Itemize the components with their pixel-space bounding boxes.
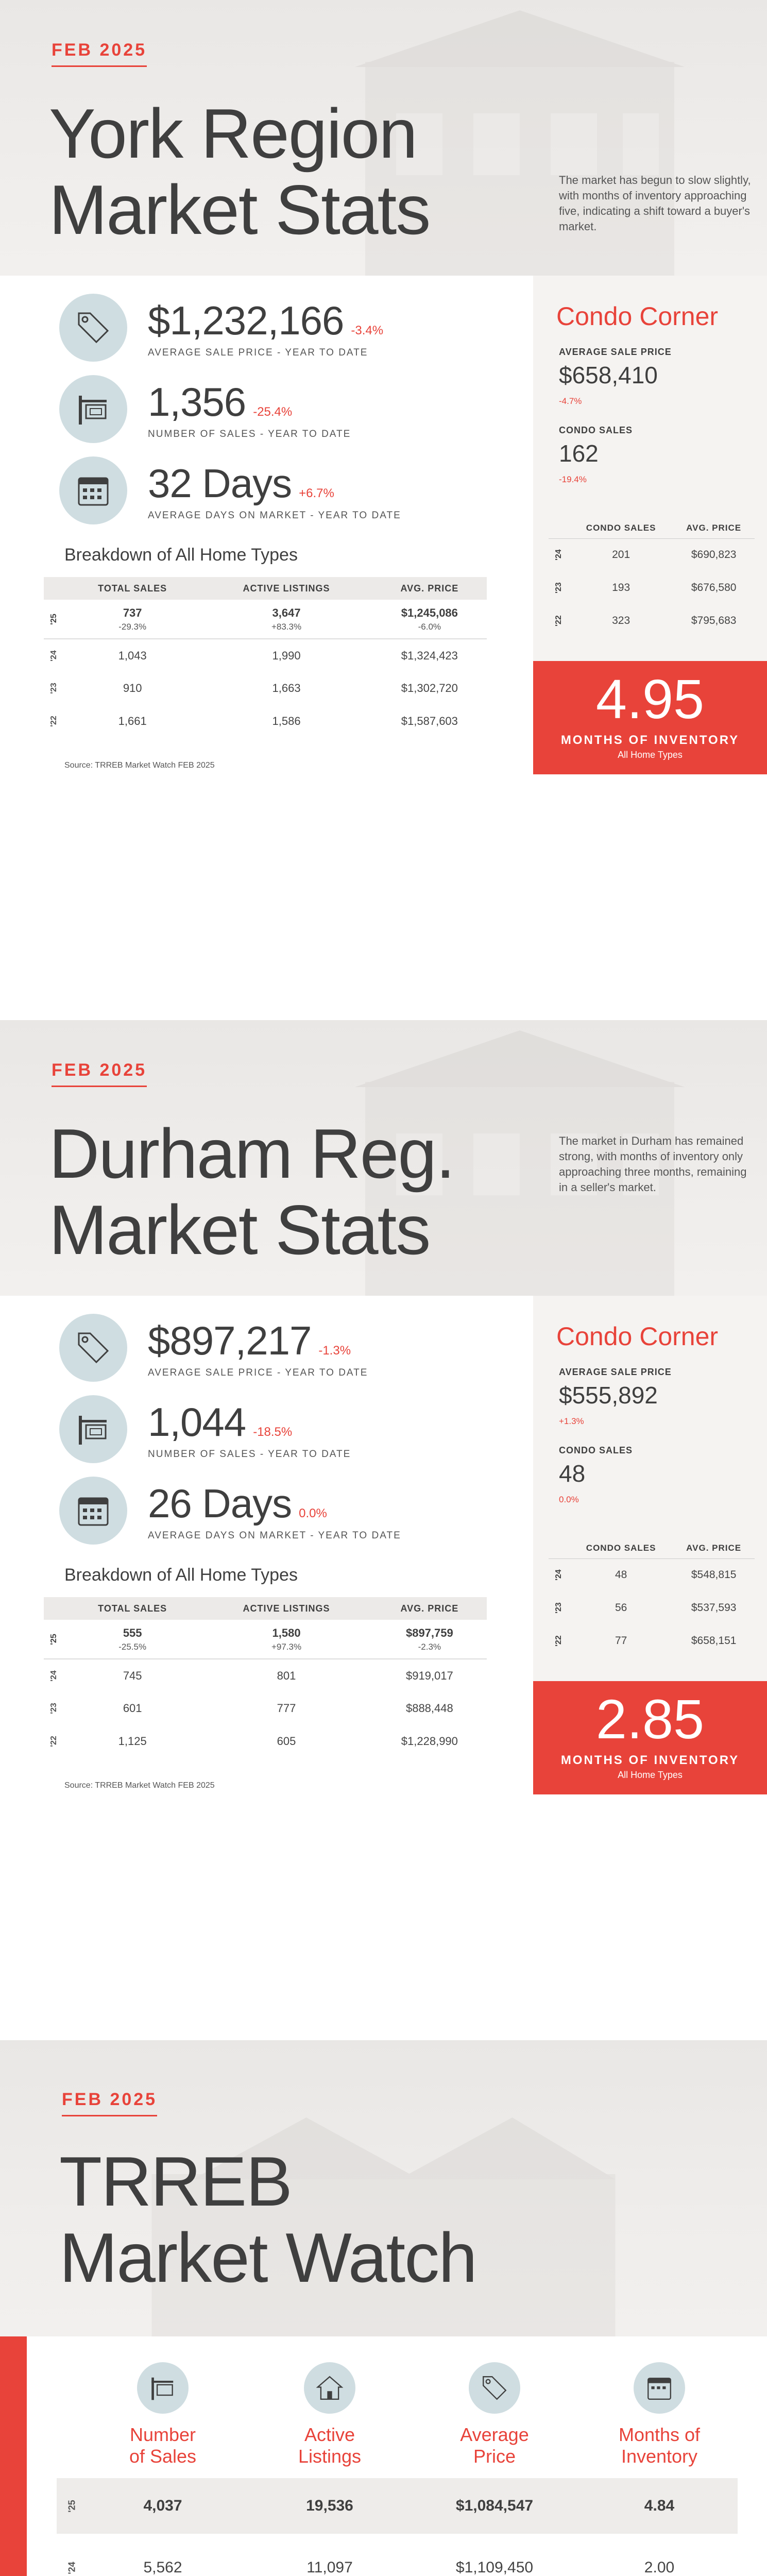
- condo-sales-change: 0.0%: [559, 1495, 579, 1504]
- sign-icon: [137, 2362, 189, 2414]
- moi-sub: All Home Types: [618, 750, 683, 760]
- condo-title: Condo Corner: [556, 1322, 719, 1351]
- moi-value: 4.95: [595, 668, 705, 730]
- stat-value: 32 Days: [148, 460, 292, 506]
- table-row: [549, 538, 755, 571]
- cell-value: $548,815: [691, 1569, 737, 1581]
- cell-value: 910: [123, 682, 142, 694]
- table-header-year: [44, 577, 64, 600]
- cell-value: 745: [123, 1669, 142, 1682]
- trreb-hero: [0, 2040, 767, 2336]
- stat-label: NUMBER OF SALES - YEAR TO DATE: [148, 428, 351, 439]
- cell-value: 1,990: [272, 649, 301, 662]
- row-year: '24: [49, 1670, 58, 1682]
- table-row: [44, 705, 487, 738]
- cell-change: -29.3%: [118, 621, 147, 632]
- sign-icon: [59, 1395, 127, 1463]
- stat-change: -1.3%: [318, 1343, 351, 1358]
- price-tag-icon: [469, 2362, 520, 2414]
- moi-value: 2.85: [595, 1688, 705, 1750]
- breakdown-title: Breakdown of All Home Types: [64, 545, 298, 565]
- cell-value: $795,683: [691, 615, 737, 626]
- row-year: '24: [66, 2561, 77, 2574]
- cell-value: 737: [123, 606, 142, 619]
- durham-hero: [0, 1020, 767, 1296]
- table-header: AVG. PRICE: [673, 1538, 755, 1558]
- condo-table: [549, 518, 755, 637]
- cell-value: 801: [277, 1669, 296, 1682]
- stat-num-sales: [59, 1395, 351, 1463]
- cell-value: $897,759: [405, 1626, 453, 1639]
- table-row: [57, 2478, 738, 2534]
- table-row: [44, 1725, 487, 1758]
- cell-value: $537,593: [691, 1602, 737, 1614]
- table-header: AVG. PRICE: [673, 518, 755, 538]
- table-header-row: [44, 577, 487, 600]
- condo-avg-value: $555,892: [559, 1382, 658, 1409]
- table-header: AVG. PRICE: [372, 1597, 487, 1620]
- table-row: [549, 1591, 755, 1624]
- price-tag-icon: [59, 294, 127, 362]
- row-year: '25: [49, 1633, 58, 1645]
- row-year: '22: [554, 1635, 563, 1647]
- stat-label: AVERAGE SALE PRICE - YEAR TO DATE: [148, 347, 368, 358]
- table-header: TOTAL SALES: [64, 577, 200, 600]
- row-year: '22: [49, 716, 58, 727]
- condo-sales-label: CONDO SALES: [559, 1445, 633, 1455]
- cell-sales: 5,562: [143, 2559, 182, 2576]
- table-header: TOTAL SALES: [64, 1597, 200, 1620]
- stat-num-sales: [59, 375, 351, 443]
- table-row: [44, 639, 487, 672]
- table-header-row: [549, 1538, 755, 1558]
- title-line-1: Durham Reg.: [49, 1114, 454, 1193]
- row-year: '24: [49, 650, 58, 662]
- stat-change: 0.0%: [299, 1506, 327, 1520]
- breakdown-table: [44, 577, 487, 738]
- accent-bar: [0, 2336, 27, 2576]
- stat-label: AVERAGE DAYS ON MARKET - YEAR TO DATE: [148, 510, 401, 521]
- cell-value: 605: [277, 1735, 296, 1748]
- table-header: CONDO SALES: [569, 1538, 673, 1558]
- table-row: [549, 571, 755, 604]
- breakdown-table: [44, 1597, 487, 1758]
- cell-price: $1,084,547: [455, 2497, 534, 2514]
- date-tag: FEB 2025: [52, 1060, 147, 1087]
- cell-value: $1,245,086: [401, 606, 458, 619]
- column-head-moi: Months of Inventory: [618, 2424, 701, 2467]
- cell-value: 77: [615, 1635, 627, 1647]
- stat-avg-price: [59, 1314, 368, 1382]
- table-row: [549, 604, 755, 637]
- table-header: ACTIVE LISTINGS: [200, 577, 372, 600]
- moi-label: MONTHS OF INVENTORY: [560, 1753, 740, 1767]
- cell-change: +83.3%: [271, 621, 302, 632]
- cell-value: 1,125: [118, 1735, 147, 1748]
- cell-listings: 11,097: [306, 2559, 353, 2576]
- stat-value: $897,217: [148, 1317, 312, 1363]
- cell-value: $1,324,423: [401, 649, 458, 662]
- stat-change: -18.5%: [253, 1425, 293, 1439]
- table-row: [44, 672, 487, 705]
- cell-value: 48: [615, 1569, 627, 1581]
- cell-value: 1,580: [272, 1626, 301, 1639]
- condo-avg-change: -4.7%: [559, 396, 582, 406]
- house-icon: [304, 2362, 355, 2414]
- title-line-2: Market Stats: [49, 1191, 430, 1269]
- stat-label: AVERAGE DAYS ON MARKET - YEAR TO DATE: [148, 1530, 401, 1541]
- title-line-2: Market Stats: [49, 171, 430, 249]
- calendar-icon: [634, 2362, 685, 2414]
- cell-change: -6.0%: [418, 621, 441, 632]
- condo-title: Condo Corner: [556, 302, 719, 331]
- condo-sales-change: -19.4%: [559, 474, 587, 484]
- stat-avg-price: [59, 294, 383, 362]
- breakdown-title: Breakdown of All Home Types: [64, 1565, 298, 1585]
- row-year: '24: [554, 549, 563, 561]
- stat-change: +6.7%: [299, 486, 334, 500]
- cell-value: $919,017: [405, 1669, 453, 1682]
- table-row: [549, 1624, 755, 1657]
- york-section: [0, 0, 767, 1020]
- months-of-inventory-box: [533, 661, 767, 774]
- stat-change: -25.4%: [253, 404, 293, 419]
- row-year: '23: [554, 1602, 563, 1614]
- source-note: Source: TRREB Market Watch FEB 2025: [64, 761, 215, 770]
- condo-sales-value: 48: [559, 1460, 586, 1487]
- stat-value: 1,356: [148, 379, 246, 425]
- york-hero: [0, 0, 767, 276]
- calendar-icon: [59, 456, 127, 524]
- title-line-1: York Region: [49, 94, 417, 173]
- cell-value: 1,586: [272, 715, 301, 727]
- table-row: [44, 1692, 487, 1725]
- cell-change: +97.3%: [271, 1641, 302, 1652]
- trreb-section: [0, 2040, 767, 2576]
- table-header: AVG. PRICE: [372, 577, 487, 600]
- cell-value: $1,302,720: [401, 682, 458, 694]
- cell-value: 323: [612, 615, 630, 626]
- cell-value: $676,580: [691, 582, 737, 594]
- date-tag: FEB 2025: [52, 40, 147, 67]
- moi-sub: All Home Types: [618, 1770, 683, 1780]
- column-head-sales: Number of Sales: [129, 2424, 197, 2467]
- source-note: Source: TRREB Market Watch FEB 2025: [64, 1781, 215, 1790]
- cell-value: $1,228,990: [401, 1735, 458, 1748]
- condo-avg-change: +1.3%: [559, 1416, 584, 1426]
- cell-value: $690,823: [691, 549, 737, 561]
- page-title: [49, 95, 430, 248]
- cell-value: 1,661: [118, 715, 147, 727]
- stat-value: 1,044: [148, 1399, 246, 1445]
- row-year: '25: [66, 2499, 77, 2513]
- stat-value: 26 Days: [148, 1480, 292, 1526]
- table-header: ACTIVE LISTINGS: [200, 1597, 372, 1620]
- calendar-icon: [59, 1477, 127, 1545]
- table-row: [44, 600, 487, 639]
- cell-value: 3,647: [272, 606, 301, 619]
- condo-avg-label: AVERAGE SALE PRICE: [559, 347, 672, 357]
- table-header-row: [44, 1597, 487, 1620]
- table-row: [549, 1558, 755, 1591]
- condo-sales-value: 162: [559, 440, 599, 467]
- cell-value: $888,448: [405, 1702, 453, 1715]
- cell-value: 201: [612, 549, 630, 561]
- cell-sales: 4,037: [143, 2497, 182, 2514]
- condo-avg-value: $658,410: [559, 362, 658, 388]
- table-row: [44, 1659, 487, 1692]
- months-of-inventory-box: [533, 1681, 767, 1794]
- condo-table: [549, 1538, 755, 1657]
- table-row: [44, 1620, 487, 1659]
- row-year: '23: [49, 1703, 58, 1714]
- cell-value: $1,587,603: [401, 715, 458, 727]
- cell-price: $1,109,450: [455, 2559, 534, 2576]
- condo-sales-label: CONDO SALES: [559, 425, 633, 435]
- stat-change: -3.4%: [351, 323, 384, 337]
- row-year: '25: [49, 613, 58, 625]
- table-header: CONDO SALES: [569, 518, 673, 538]
- market-blurb: The market has begun to slow slightly, with months of inventory approaching five, indicating a shift toward a buyer's market.: [559, 174, 751, 233]
- cell-value: $658,151: [691, 1635, 737, 1647]
- date-tag: FEB 2025: [62, 2090, 157, 2116]
- price-tag-icon: [59, 1314, 127, 1382]
- cell-value: 193: [612, 582, 630, 594]
- stat-value: $1,232,166: [148, 297, 344, 343]
- column-head-price: Average Price: [460, 2424, 529, 2467]
- cell-change: -2.3%: [418, 1641, 441, 1652]
- table-header-year: [44, 1597, 64, 1620]
- cell-value: 601: [123, 1702, 142, 1715]
- column-head-listings: Active Listings: [298, 2424, 362, 2467]
- table-header-row: [549, 518, 755, 538]
- condo-corner: [533, 1296, 767, 1681]
- row-year: '23: [554, 582, 563, 594]
- row-year: '22: [554, 615, 563, 626]
- cell-moi: 2.00: [644, 2559, 675, 2576]
- cell-value: 777: [277, 1702, 296, 1715]
- row-year: '24: [554, 1569, 563, 1581]
- row-year: '23: [49, 683, 58, 694]
- cell-moi: 4.84: [644, 2497, 675, 2514]
- stat-label: NUMBER OF SALES - YEAR TO DATE: [148, 1448, 351, 1460]
- cell-listings: 19,536: [306, 2497, 353, 2514]
- table-row: [57, 2540, 738, 2576]
- moi-label: MONTHS OF INVENTORY: [560, 733, 740, 747]
- condo-avg-label: AVERAGE SALE PRICE: [559, 1367, 672, 1377]
- cell-value: 555: [123, 1626, 142, 1639]
- market-blurb: The market in Durham has remained strong, with months of inventory only approaching three months, remaining in a seller's market.: [559, 1134, 747, 1194]
- cell-change: -25.5%: [118, 1641, 147, 1652]
- row-year: '22: [49, 1736, 58, 1747]
- sign-icon: [59, 375, 127, 443]
- title-line-2: Market Watch: [59, 2218, 476, 2297]
- stat-days-on-market: [59, 456, 401, 524]
- condo-corner: [533, 276, 767, 661]
- page-title: [59, 2143, 476, 2296]
- cell-value: 56: [615, 1602, 627, 1614]
- stat-days-on-market: [59, 1477, 401, 1545]
- cell-value: 1,663: [272, 682, 301, 694]
- cell-value: 1,043: [118, 649, 147, 662]
- stat-label: AVERAGE SALE PRICE - YEAR TO DATE: [148, 1367, 368, 1378]
- title-line-1: TRREB: [59, 2142, 292, 2221]
- durham-section: [0, 1020, 767, 2040]
- page-title: [49, 1115, 454, 1268]
